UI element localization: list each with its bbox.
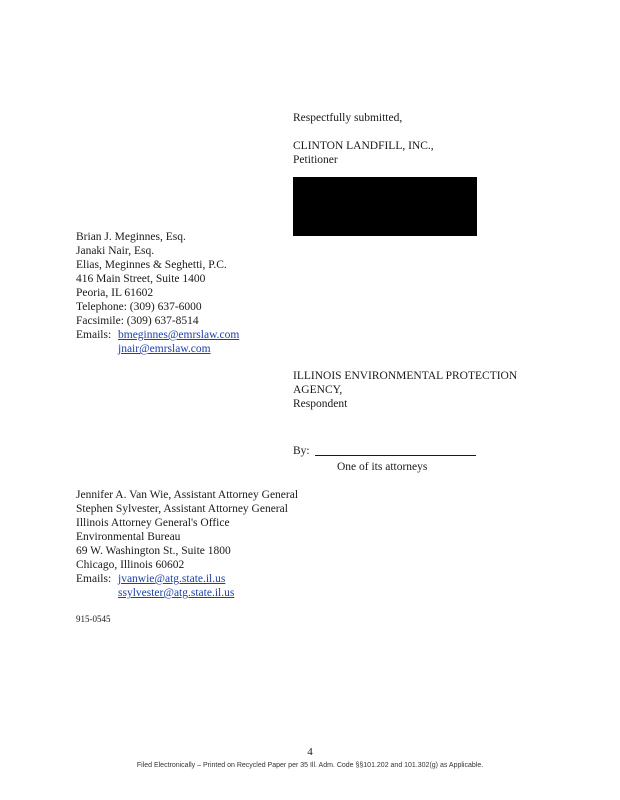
ag-name-2: Stephen Sylvester, Assistant Attorney General [76,503,288,515]
case-number: 915-0545 [76,614,111,624]
counsel-facsimile: Facsimile: (309) 637-8514 [76,315,199,327]
closing-text: Respectfully submitted, [293,112,403,124]
counsel-telephone: Telephone: (309) 637-6000 [76,301,202,313]
ag-email-2-link[interactable]: ssylvester@atg.state.il.us [118,587,235,599]
counsel-city: Peoria, IL 61602 [76,287,154,299]
counsel-name-2: Janaki Nair, Esq. [76,245,155,257]
respondent-name-line2: AGENCY, [293,384,343,396]
counsel-emails-label: Emails: [76,329,112,341]
attorney-caption: One of its attorneys [337,461,428,473]
ag-email-1-link[interactable]: jvanwie@atg.state.il.us [118,573,226,585]
ag-name-1: Jennifer A. Van Wie, Assistant Attorney General [76,489,299,501]
signature-line [315,455,476,456]
counsel-street: 416 Main Street, Suite 1400 [76,273,206,285]
counsel-email-2-link[interactable]: jnair@emrslaw.com [118,343,211,355]
counsel-firm: Elias, Meginnes & Seghetti, P.C. [76,259,227,271]
ag-street: 69 W. Washington St., Suite 1800 [76,545,231,557]
footer-note: Filed Electronically – Printed on Recycled Paper per 35 Ill. Adm. Code §§101.202 and 101.302(g) as Applicable. [136,762,484,769]
by-label: By: [293,445,310,457]
petitioner-role: Petitioner [293,154,338,166]
respondent-name-line1: ILLINOIS ENVIRONMENTAL PROTECTION [293,370,518,382]
redacted-signature [293,177,477,236]
ag-emails-label: Emails: [76,573,112,585]
respondent-role: Respondent [293,398,348,410]
counsel-email-1-link[interactable]: bmeginnes@emrslaw.com [118,329,240,341]
ag-office: Illinois Attorney General's Office [76,517,230,529]
ag-city: Chicago, Illinois 60602 [76,559,185,571]
petitioner-name: CLINTON LANDFILL, INC., [293,140,434,152]
page-number: 4 [307,746,313,758]
ag-bureau: Environmental Bureau [76,531,181,543]
counsel-name-1: Brian J. Meginnes, Esq. [76,231,186,243]
